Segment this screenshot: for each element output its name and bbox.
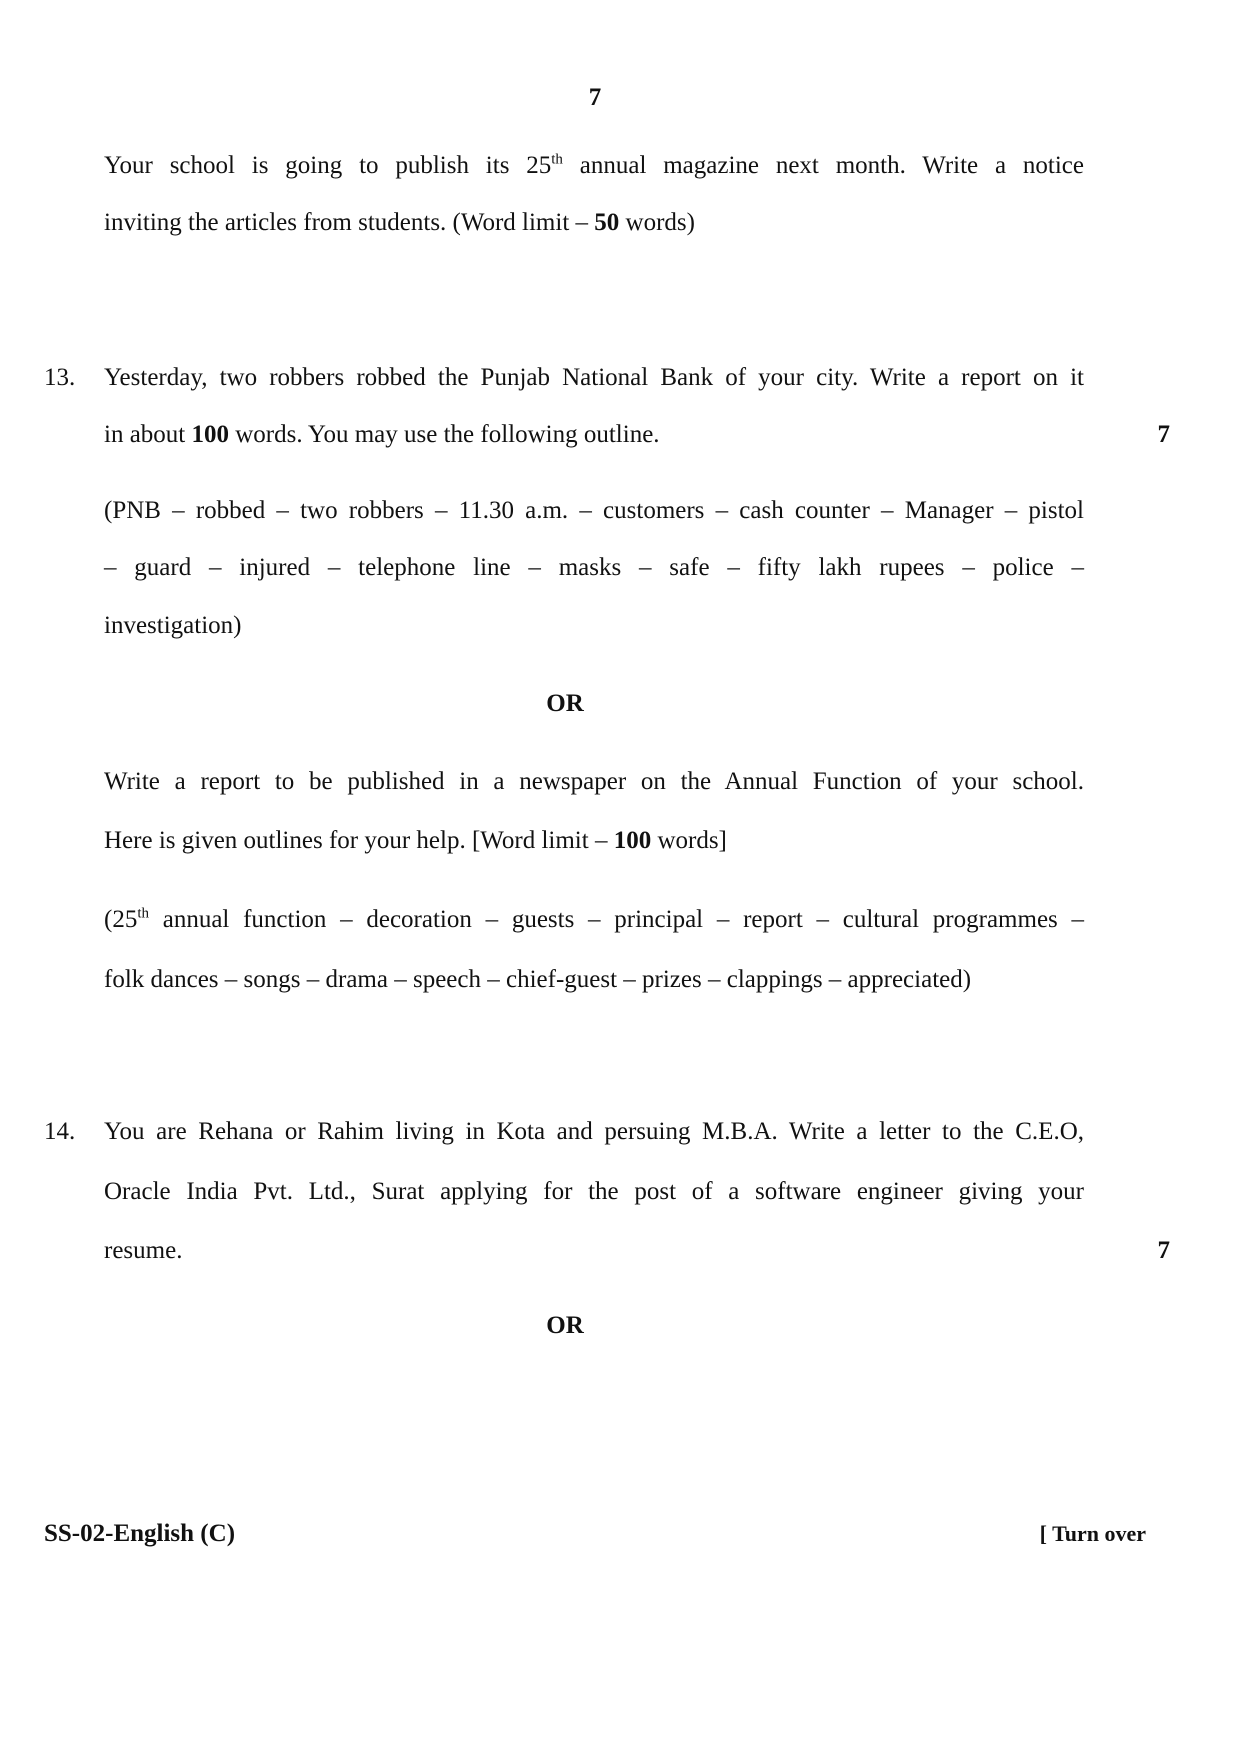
q12-or-line-2: inviting the articles from students. (Word limit – 50 words)	[104, 209, 695, 236]
question-13-number: 13.	[44, 364, 76, 391]
q14-marks: 7	[1157, 1237, 1170, 1264]
q13-outline-line-1: (PNB – robbed – two robbers – 11.30 a.m. – customers – cash counter – Manager – pistol	[104, 497, 1084, 524]
q14-or-label: OR	[546, 1312, 584, 1339]
q13-line-1: Yesterday, two robbers robbed the Punjab National Bank of your city. Write a report on it	[104, 364, 1084, 391]
q12-or-line-1: Your school is going to publish its 25th annual magazine next month. Write a notice	[104, 151, 1084, 179]
q13-outline-line-2: – guard – injured – telephone line – masks – safe – fifty lakh rupees – police –	[104, 554, 1084, 581]
q13-marks: 7	[1157, 421, 1170, 448]
q13-outline-line-3: investigation)	[104, 612, 242, 639]
q13-alt-outline-line-1: (25th annual function – decoration – guests – principal – report – cultural programmes –	[104, 905, 1084, 933]
page-number: 7	[588, 84, 602, 111]
q14-line-1: You are Rehana or Rahim living in Kota and persuing M.B.A. Write a letter to the C.E.O,	[104, 1118, 1084, 1145]
turn-over-label: [ Turn over	[1039, 1521, 1146, 1546]
q14-line-2: Oracle India Pvt. Ltd., Surat applying for the post of a software engineer giving your	[104, 1178, 1084, 1205]
paper-code: SS-02-English (C)	[44, 1520, 236, 1547]
q13-alt-outline-line-2: folk dances – songs – drama – speech – chief-guest – prizes – clappings – appreciated)	[104, 966, 972, 993]
q13-alt-line-2: Here is given outlines for your help. [Word limit – 100 words]	[104, 827, 727, 854]
q13-line-2: in about 100 words. You may use the following outline.	[104, 421, 660, 448]
q14-line-3: resume.	[104, 1237, 183, 1264]
q13-or-label: OR	[546, 690, 584, 717]
q13-alt-line-1: Write a report to be published in a newspaper on the Annual Function of your school.	[104, 768, 1084, 795]
question-14-number: 14.	[44, 1118, 76, 1145]
